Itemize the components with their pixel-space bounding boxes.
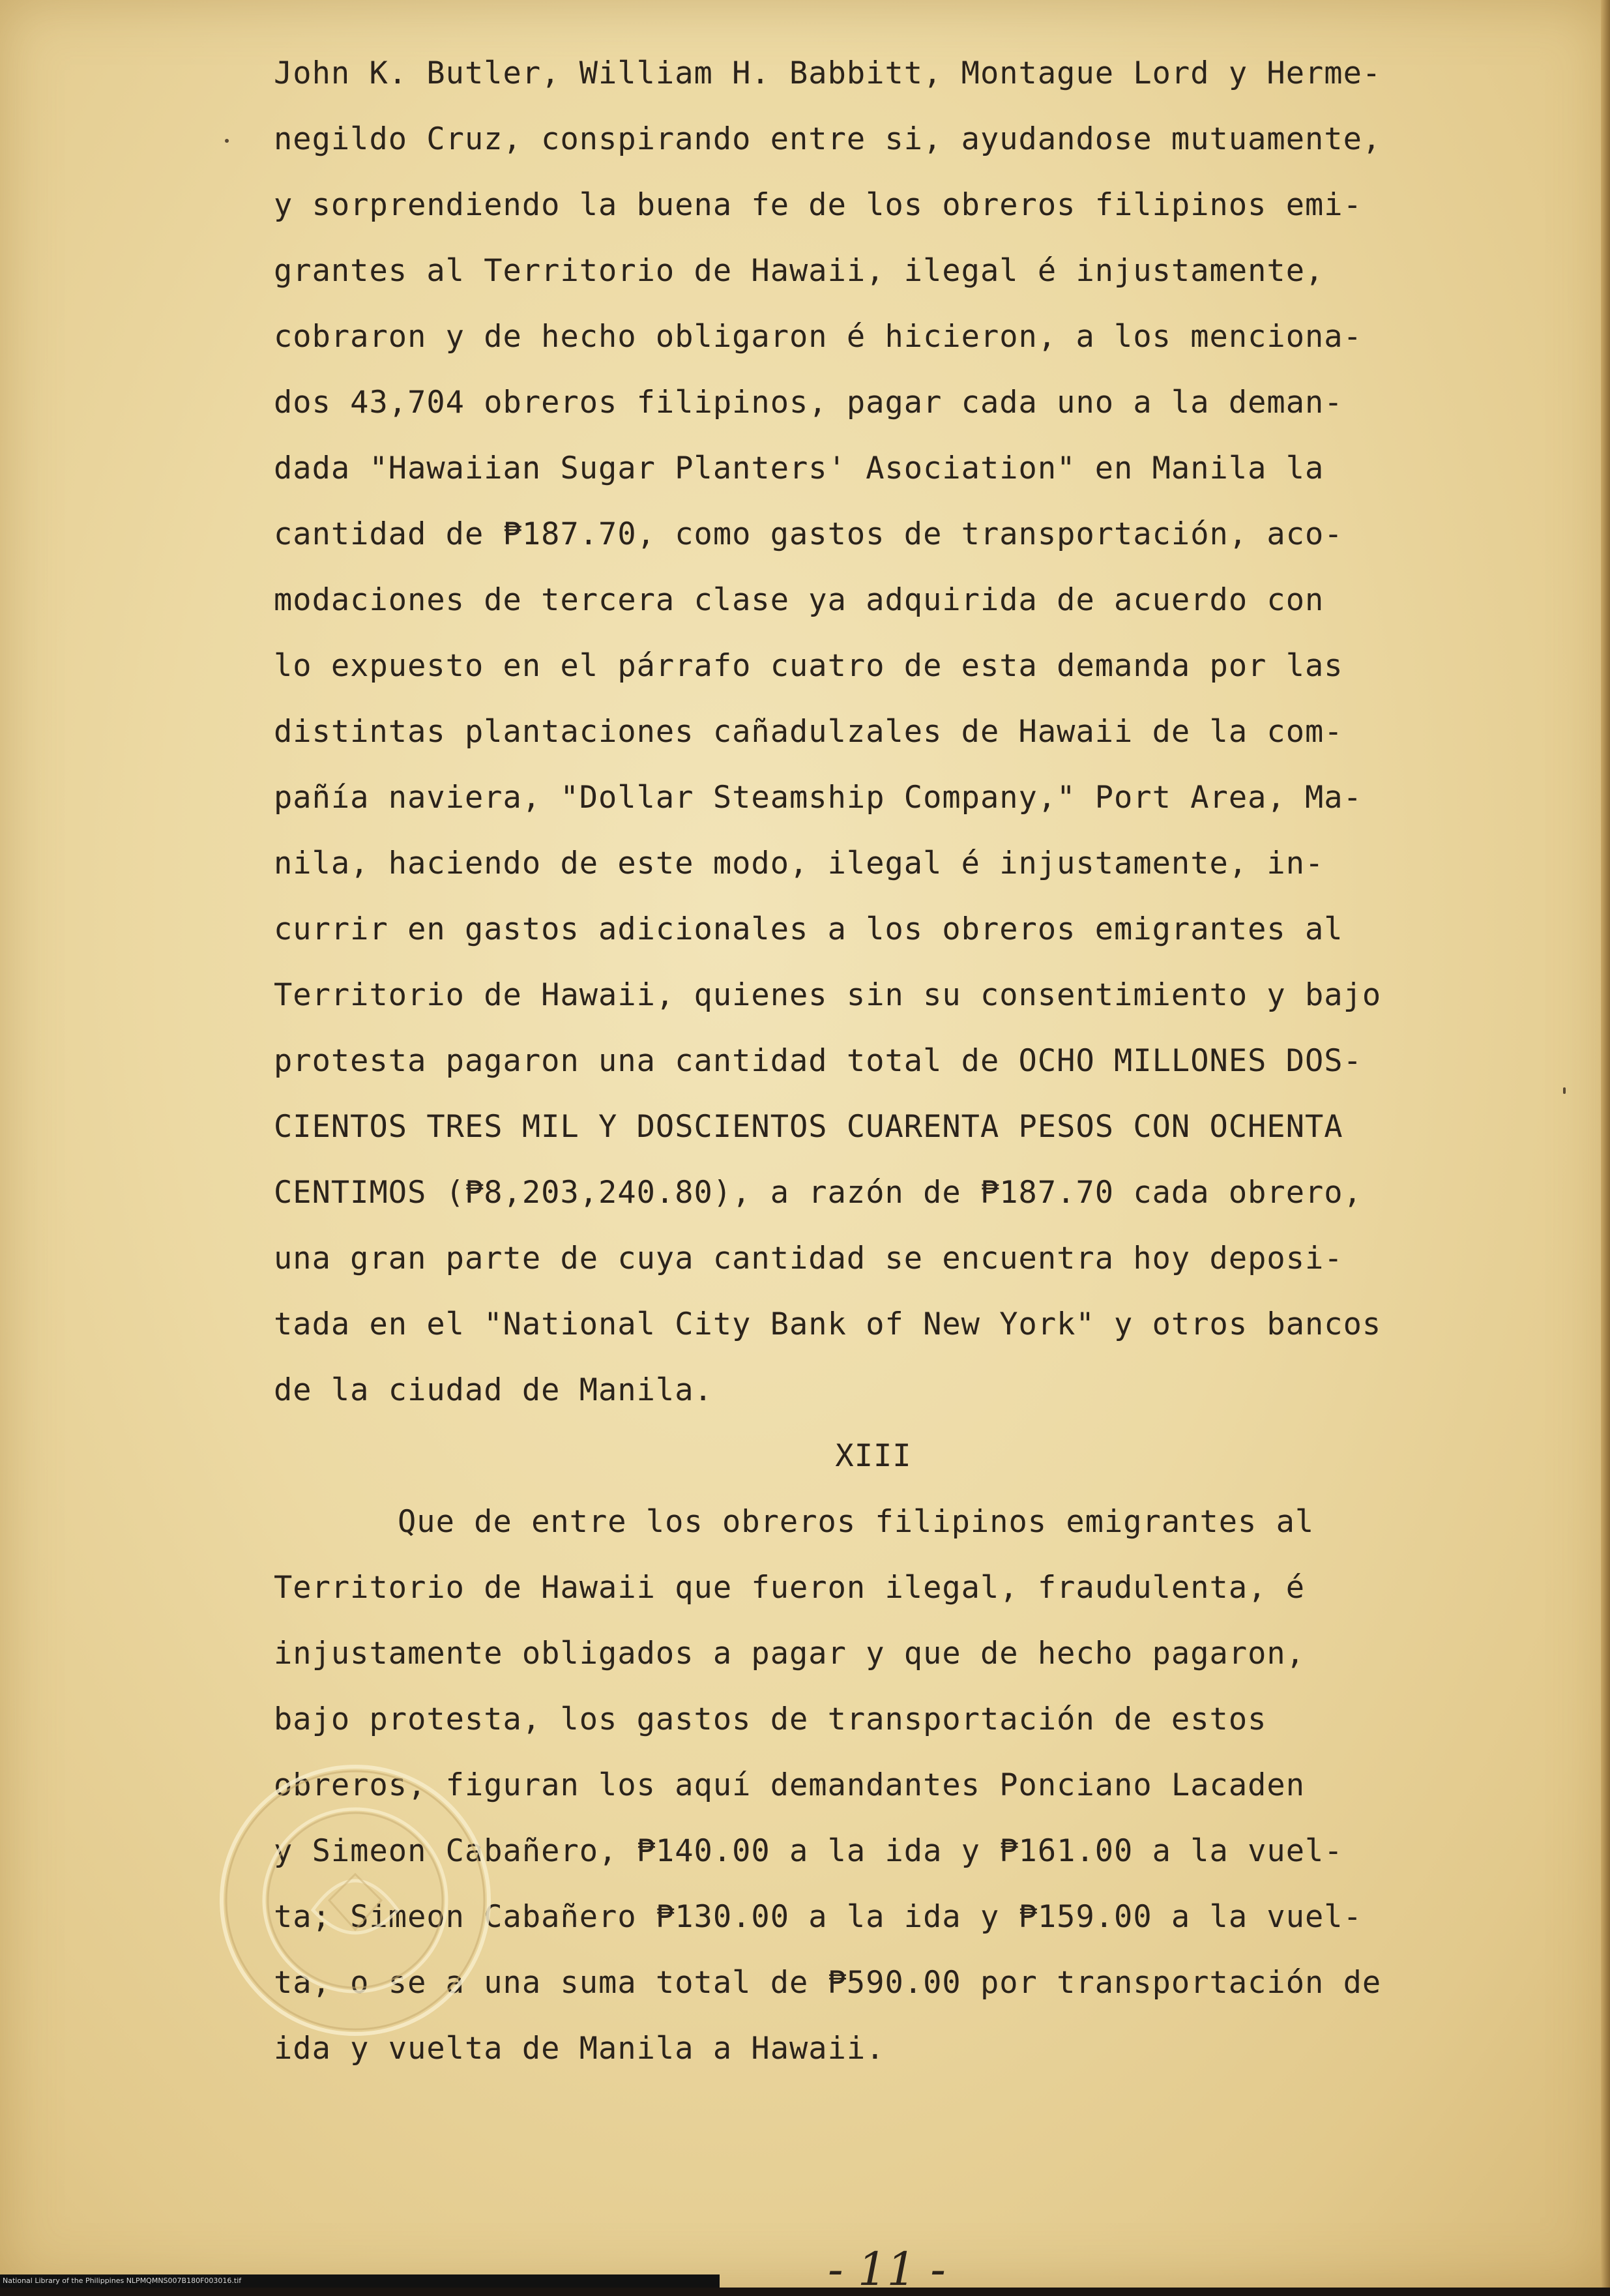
ink-speck [225,139,229,143]
text-line: Territorio de Hawaii, quienes sin su consentimiento y bajo [274,977,1382,1013]
section-heading: XIII [835,1438,912,1474]
text-line: una gran parte de cuya cantidad se encuentra hoy deposi- [274,1241,1343,1276]
archive-footer-label: National Library of the Philippines NLPMQMNS007B180F003016.tif [0,2274,720,2288]
text-line: grantes al Territorio de Hawaii, ilegal é injustamente, [274,253,1325,289]
text-line: currir en gastos adicionales a los obreros emigrantes al [274,911,1343,947]
page-edge [1601,0,1610,2288]
text-line: cantidad de ₱187.70, como gastos de transportación, aco- [274,516,1343,552]
text-line: lo expuesto en el párrafo cuatro de esta demanda por las [274,648,1343,684]
ink-speck [1563,1087,1566,1094]
text-line: Territorio de Hawaii que fueron ilegal, fraudulenta, é [274,1570,1306,1606]
text-line: John K. Butler, William H. Babbitt, Montague Lord y Herme- [274,55,1382,91]
text-line: CENTIMOS (₱8,203,240.80), a razón de ₱187.70 cada obrero, [274,1175,1362,1211]
text-line: y Simeon Cabañero, ₱140.00 a la ida y ₱161.00 a la vuel- [274,1833,1343,1869]
page-number: - 11 - [828,2243,946,2296]
text-line: Que de entre los obreros filipinos emigrantes al [398,1504,1315,1540]
text-line: protesta pagaron una cantidad total de OCHO MILLONES DOS- [274,1043,1362,1079]
embossed-seal-icon [215,1760,495,2040]
text-line: CIENTOS TRES MIL Y DOSCIENTOS CUARENTA PESOS CON OCHENTA [274,1109,1343,1145]
text-line: injustamente obligados a pagar y que de hecho pagaron, [274,1636,1306,1671]
text-line: ta, o se a una suma total de ₱590.00 por transportación de [274,1965,1382,2001]
paragraph-1 [274,40,1473,1423]
text-line: nila, haciendo de este modo, ilegal é injustamente, in- [274,846,1325,881]
text-line: modaciones de tercera clase ya adquirida de acuerdo con [274,582,1325,618]
text-line: dada "Hawaiian Sugar Planters' Asociation" en Manila la [274,450,1325,486]
text-line: ta; Simeon Cabañero ₱130.00 a la ida y ₱159.00 a la vuel- [274,1899,1362,1935]
text-line: y sorprendiendo la buena fe de los obreros filipinos emi- [274,187,1362,223]
text-line: ida y vuelta de Manila a Hawaii. [274,2031,885,2067]
text-line: cobraron y de hecho obligaron é hicieron, a los menciona- [274,319,1362,355]
text-line: distintas plantaciones cañadulzales de Hawaii de la com- [274,714,1343,750]
text-line: dos 43,704 obreros filipinos, pagar cada uno a la deman- [274,385,1343,420]
text-line: bajo protesta, los gastos de transportación de estos [274,1701,1267,1737]
text-line: pañía naviera, "Dollar Steamship Company," Port Area, Ma- [274,780,1362,816]
text-line: obreros, figuran los aquí demandantes Ponciano Lacaden [274,1767,1306,1803]
text-line: negildo Cruz, conspirando entre si, ayudandose mutuamente, [274,121,1382,157]
text-line: de la ciudad de Manila. [274,1372,713,1408]
text-line: tada en el "National City Bank of New York" y otros bancos [274,1306,1382,1342]
